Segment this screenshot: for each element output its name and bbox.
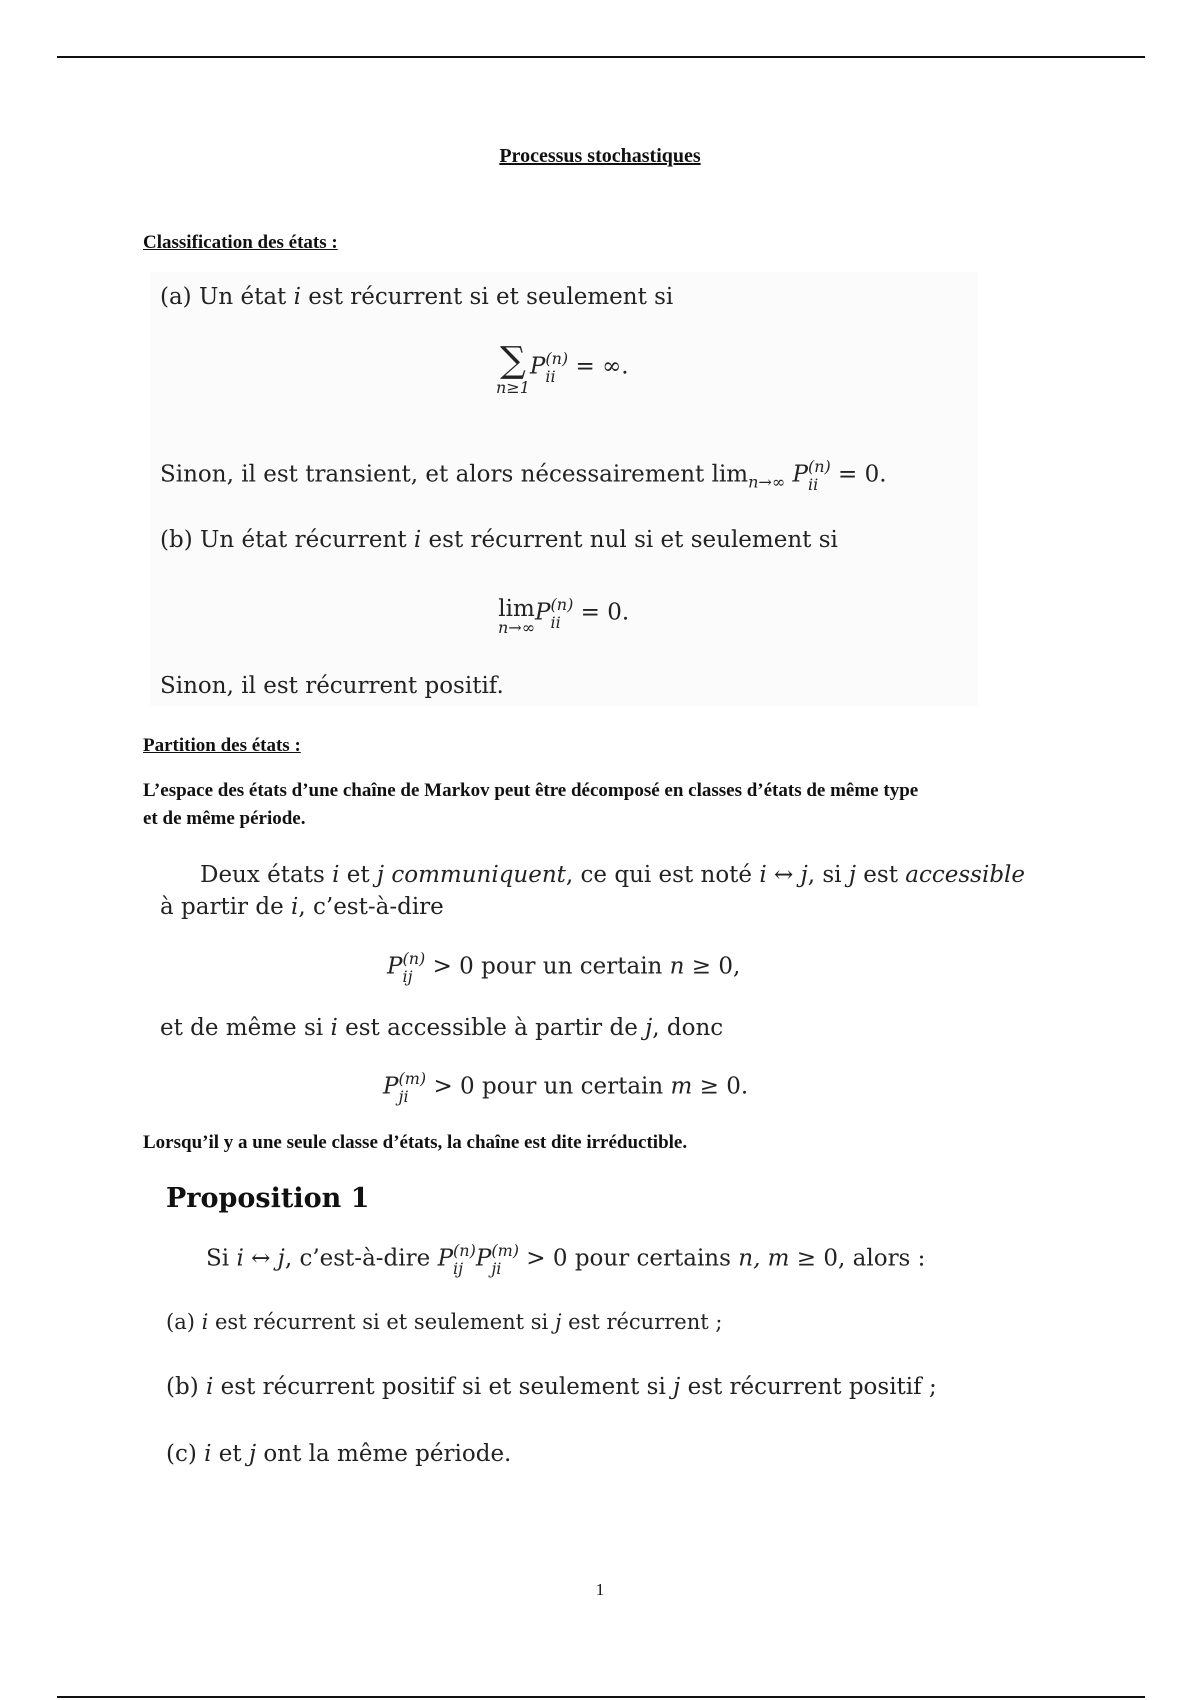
- partition-paragraph: L’espace des états d’une chaîne de Markov peut être décomposé en classes d’états de même type et de même période.: [143, 780, 919, 829]
- section-heading-partition: Partition des états :: [143, 735, 301, 756]
- formula-accessible-ji: P (m) ji > 0 pour un certain m ≥ 0.: [383, 1069, 749, 1106]
- communication-definition-line2: à partir de i, c’est-à-dire: [160, 894, 444, 920]
- irreducible-definition: Lorsqu’il y a une seule classe d’états, la chaîne est dite irréductible.: [143, 1132, 688, 1153]
- proposition-title: Proposition 1: [166, 1183, 370, 1214]
- reverse-accessibility: et de même si i est accessible à partir de j, donc: [160, 1015, 724, 1041]
- top-rule: [57, 56, 1145, 58]
- section-heading-classification: Classification des états :: [143, 232, 338, 253]
- proposition-item-a: (a) i est récurrent si et seulement si j est récurrent ;: [166, 1310, 723, 1334]
- communication-definition: Deux états i et j communiquent, ce qui est noté i ↔ j, si j est accessible: [200, 862, 1026, 888]
- formula-limit-null-recurrence: lim n→∞ P (n) ii = 0.: [498, 595, 630, 637]
- recurrence-condition-b: (b) Un état récurrent i est récurrent nul si et seulement si: [160, 527, 838, 553]
- proposition-hypothesis: Si i ↔ j, c’est-à-dire P (n) ij P (m) ji > 0 pour certains n, m ≥ 0, alors :: [206, 1241, 926, 1278]
- proposition-item-c: (c) i et j ont la même période.: [166, 1441, 512, 1467]
- transient-statement: Sinon, il est transient, et alors nécessairement $\lim_{n\to\infty} P$ (n) ii = 0.: [160, 457, 887, 494]
- page-title: Processus stochastiques: [499, 145, 701, 167]
- bottom-rule: [57, 1696, 1145, 1698]
- recurrence-condition-a: (a) Un état i est récurrent si et seulement si: [160, 284, 674, 310]
- page-number: 1: [595, 1580, 605, 1599]
- proposition-item-b: (b) i est récurrent positif si et seulement si j est récurrent positif ;: [166, 1374, 937, 1400]
- formula-accessible-ij: P (n) ij > 0 pour un certain n ≥ 0,: [387, 949, 741, 986]
- formula-sum-recurrence: ∑ n≥1 P (n) ii = ∞.: [496, 340, 629, 397]
- positive-recurrence-statement: Sinon, il est récurrent positif.: [160, 673, 504, 699]
